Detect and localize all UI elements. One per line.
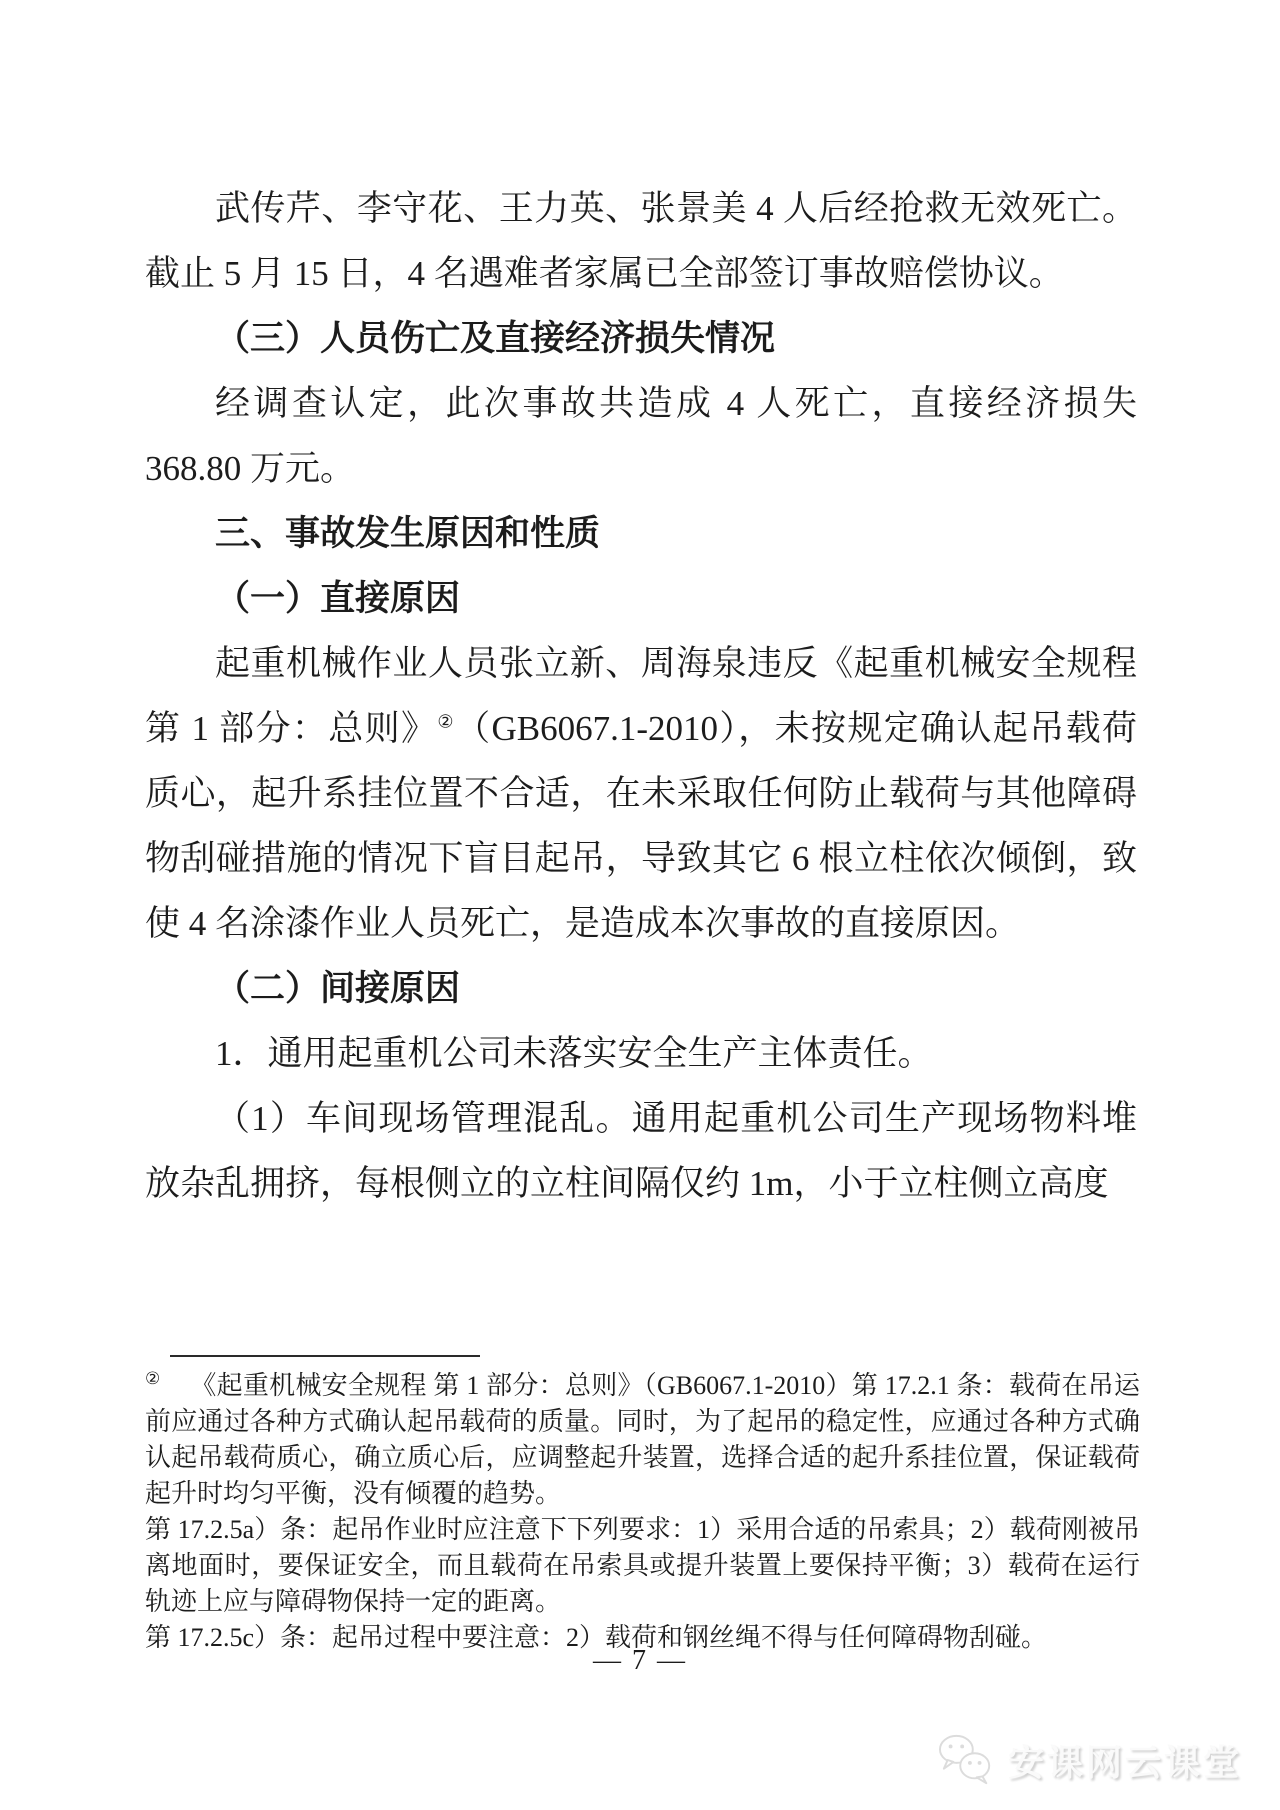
footnote-text: 《起重机械安全规程 第 1 部分：总则》（GB6067.1-2010）第 17.2.1 条：载荷在吊运前应通过各种方式确认起吊载荷的质量。同时，为了起吊的稳定性，应通过各种方式确认起吊载荷质心，确立质心后，应调整起升装置，选择合适的起升系挂位置，保证载荷起升时均匀平衡，没有倾覆的趋势。 [145,1371,1140,1508]
heading-indirect-cause: （二）间接原因 [215,969,461,1008]
paragraph-indirect-cause-1-1: （1）车间现场管理混乱。通用起重机公司生产现场物料堆放杂乱拥挤，每根侧立的立柱间隔仅约 1m，小于立柱侧立高度 [145,1099,1137,1203]
paragraph-direct-cause [145,631,1137,956]
paragraph-losses: 经调查认定，此次事故共造成 4 人死亡，直接经济损失 368.80 万元。 [145,384,1137,488]
wechat-chat-bubbles-icon [936,1732,998,1788]
heading-cause-and-nature: 三、事故发生原因和性质 [215,514,601,553]
paragraph-text: （GB6067.1-2010），未按规定确认起吊载荷质心，起升系挂位置不合适，在未采取任何防止载荷与其他障碍物刮碰措施的情况下盲目起吊，导致其它 6 根立柱依次倾倒，致使 4 名涂漆作业人员死亡，是造成本次事故的直接原因。 [145,709,1137,943]
watermark-label: 安课网云课堂 [1007,1741,1242,1783]
footnote-marker-2: ② [145,1369,161,1389]
page-number: — 7 — [593,1645,687,1676]
footnote-item: 第 17.2.5c）条：起吊过程中要注意：2）载荷和钢丝绳不得与任何障碍物刮碰。 [145,1623,1048,1652]
footnotes [145,1368,1140,1656]
paragraph-victims: 武传芹、李守花、王力英、张景美 4 人后经抢救无效死亡。截止 5 月 15 日，4 名遇难者家属已全部签订事故赔偿协议。 [145,189,1137,293]
footnote-ref-2: ② [437,711,456,732]
heading-casualties-and-losses: （三）人员伤亡及直接经济损失情况 [215,319,776,358]
paragraph-text: 起重机械作业人员张立新、周海泉违反《起重机械安全规程 第 1 部分：总则》 [145,644,1137,748]
footnote-item [145,1368,1140,1512]
document-body [145,176,1137,1216]
heading-direct-cause: （一）直接原因 [215,579,461,618]
footnote-item: 第 17.2.5a）条：起吊作业时应注意下下列要求：1）采用合适的吊索具；2）载荷刚被吊离地面时，要保证安全，而且载荷在吊索具或提升装置上要保持平衡；3）载荷在运行轨迹上应与障碍物保持一定的距离。 [145,1515,1140,1616]
watermark [936,1732,1242,1788]
paragraph-indirect-cause-1: 1．通用起重机公司未落实安全生产主体责任。 [215,1034,933,1073]
footnote-separator [170,1355,480,1357]
